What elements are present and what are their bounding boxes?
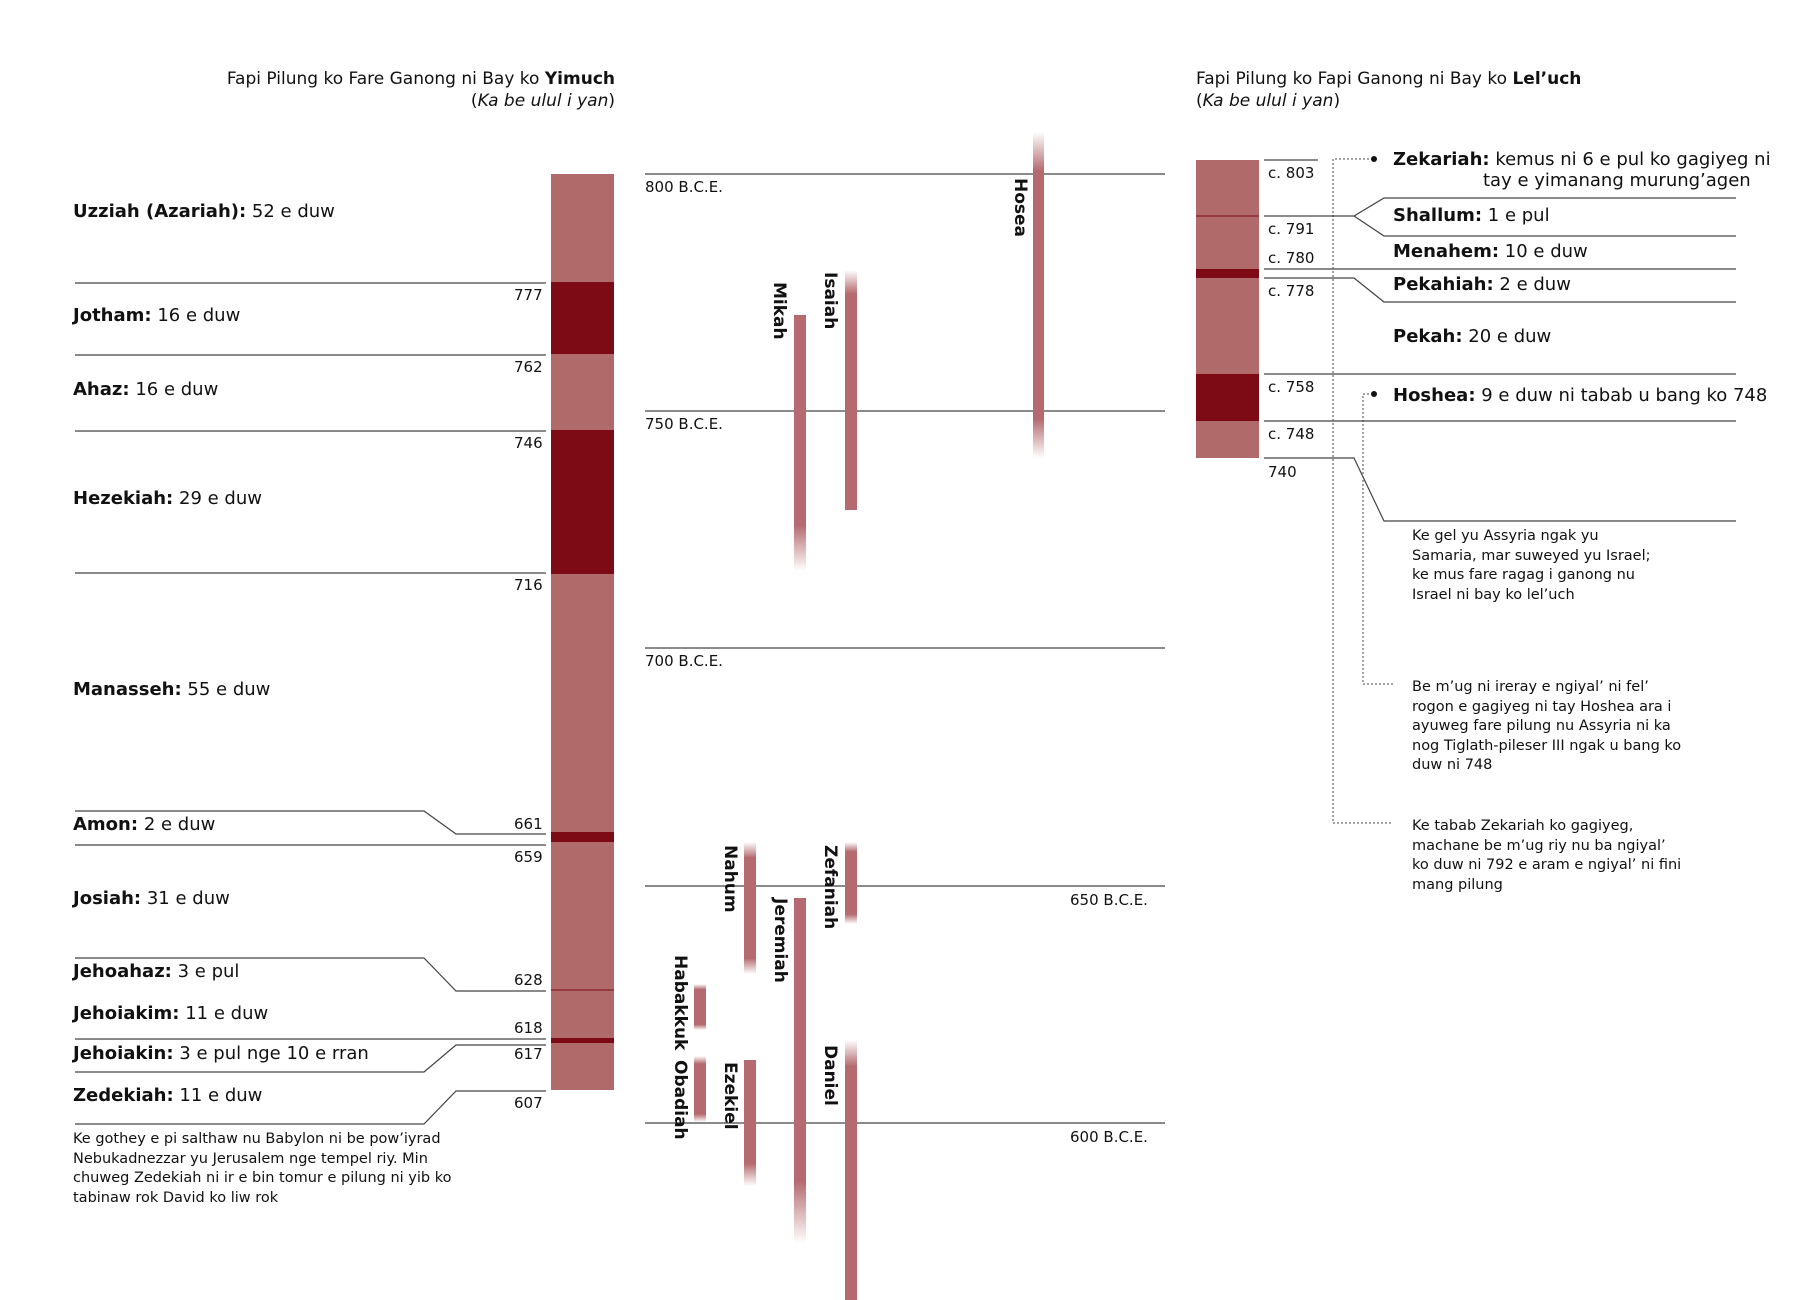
judah-year-746: 746 [514, 434, 543, 452]
judah-year-659: 659 [514, 848, 543, 866]
prophet-bars [694, 132, 1044, 1300]
israel-year-740: 740 [1268, 463, 1297, 481]
judah-year-716: 716 [514, 576, 543, 594]
israel-header-title: Fapi Pilung ko Fapi Ganong ni Bay ko Lel’uch [1196, 69, 1582, 89]
judah-king-amon: Amon: 2 e duw [73, 814, 216, 835]
habakkuk-bar [694, 984, 706, 1030]
era-750: 750 B.C.E. [645, 415, 723, 433]
israel-king-zekariah-line1: Zekariah: kemus ni 6 e pul ko gagiyeg ni [1393, 149, 1771, 170]
prophet-label-hosea: Hosea [1010, 178, 1030, 238]
prophet-label-mikah: Mikah [769, 282, 789, 340]
isaiah-bar [845, 270, 857, 510]
israel-reign-bar [1196, 160, 1259, 458]
judah-year-607: 607 [514, 1094, 543, 1112]
judah-header-title: Fapi Pilung ko Fare Ganong ni Bay ko Yimuch [226, 69, 615, 89]
ezekiel-bar [744, 1060, 756, 1186]
judah-king-jehoiakim: Jehoiakim: 11 e duw [73, 1003, 269, 1024]
israel-header [1196, 68, 1696, 112]
israel-header-subtitle: (Ka be ulul i yan) [1196, 91, 1341, 111]
judah-king-uzziah: Uzziah (Azariah): 52 e duw [73, 201, 335, 222]
era-650: 650 B.C.E. [1070, 891, 1148, 909]
judah-king-manasseh: Manasseh: 55 e duw [73, 679, 271, 700]
zefaniah-bar [845, 842, 857, 924]
israel-year-803: c. 803 [1268, 164, 1315, 182]
israel-king-pekahiah: Pekahiah: 2 e duw [1393, 274, 1571, 295]
israel-note-zekariah: Ke tabab Zekariah ko gagiyeg, machane be m’ug riy nu ba ngiyal’ ko duw ni 792 e aram e ngiyal’ ni fini mang pilung [1412, 818, 1682, 893]
judah-divider-lines [75, 283, 546, 1124]
jeremiah-bar [794, 898, 806, 1243]
judah-year-618: 618 [514, 1019, 543, 1037]
israel-king-zekariah [1393, 149, 1771, 191]
era-600: 600 B.C.E. [1070, 1128, 1148, 1146]
prophet-label-nahum: Nahum [720, 845, 740, 913]
israel-year-758: c. 758 [1268, 378, 1315, 396]
era-lines [645, 174, 1165, 1123]
era-700: 700 B.C.E. [645, 652, 723, 670]
judah-year-762: 762 [514, 358, 543, 376]
prophet-label-zefaniah: Zefaniah [820, 845, 840, 930]
judah-reign-bar [551, 174, 614, 1090]
daniel-bar [845, 1040, 857, 1300]
judah-year-661: 661 [514, 815, 543, 833]
judah-king-zedekiah: Zedekiah: 11 e duw [73, 1085, 263, 1106]
nahum-bar [744, 842, 756, 974]
era-800: 800 B.C.E. [645, 178, 723, 196]
israel-year-778: c. 778 [1268, 282, 1315, 300]
israel-king-pekah: Pekah: 20 e duw [1393, 326, 1552, 347]
connector-dots [1371, 156, 1377, 397]
judah-header-subtitle: (Ka be ulul i yan) [470, 91, 615, 111]
prophet-label-obadiah: Obadiah [670, 1060, 690, 1140]
hosea-bar [1033, 132, 1044, 458]
judah-header [190, 68, 615, 112]
israel-year-791: c. 791 [1268, 220, 1315, 238]
judah-king-jehoahaz: Jehoahaz: 3 e pul [73, 961, 240, 982]
israel-king-menahem: Menahem: 10 e duw [1393, 241, 1588, 262]
judah-year-617: 617 [514, 1045, 543, 1063]
israel-king-shallum: Shallum: 1 e pul [1393, 205, 1550, 226]
prophet-label-daniel: Daniel [820, 1045, 840, 1106]
judah-king-ahaz: Ahaz: 16 e duw [73, 379, 219, 400]
obadiah-bar [694, 1056, 706, 1122]
prophet-label-jeremiah: Jeremiah [770, 898, 790, 983]
israel-note-assyria: Ke gel yu Assyria ngak yu Samaria, mar suweyed yu Israel; ke mus fare ragag i ganong nu Israel ni bay ko lel’uch [1412, 528, 1651, 603]
israel-year-748: c. 748 [1268, 425, 1315, 443]
prophet-label-ezekiel: Ezekiel [720, 1062, 740, 1130]
judah-king-hezekiah: Hezekiah: 29 e duw [73, 488, 262, 509]
judah-king-jotham: Jotham: 16 e duw [73, 305, 241, 326]
israel-year-780: c. 780 [1268, 249, 1315, 267]
judah-year-628: 628 [514, 971, 543, 989]
judah-year-777: 777 [514, 286, 543, 304]
judah-king-jehoiakin: Jehoiakin: 3 e pul nge 10 e rran [73, 1043, 369, 1064]
dotted-connectors [1333, 159, 1393, 823]
mikah-bar [794, 315, 806, 571]
judah-king-josiah: Josiah: 31 e duw [73, 888, 230, 909]
israel-king-hoshea: Hoshea: 9 e duw ni tabab u bang ko 748 [1393, 385, 1768, 406]
prophet-label-habakkuk: Habakkuk [670, 955, 690, 1051]
israel-king-zekariah-line2: tay e yimanang murung’agen [1483, 170, 1751, 191]
israel-note-hoshea: Be m’ug ni ireray e ngiyal’ ni fel’ rogon e gagiyeg ni tay Hoshea ara i ayuweg fare pilung nu Assyria ni ka nog Tiglath-pileser III ngak u bang ko duw ni 748 [1412, 679, 1682, 773]
judah-note: Ke gothey e pi salthaw nu Babylon ni be pow’iyrad Nebukadnezzar yu Jerusalem nge tempel riy. Min chuweg Zedekiah ni ir e bin tomur e pilung ni yib ko tabinaw rok David ko liw rok [73, 1131, 452, 1206]
prophet-label-isaiah: Isaiah [820, 272, 840, 330]
